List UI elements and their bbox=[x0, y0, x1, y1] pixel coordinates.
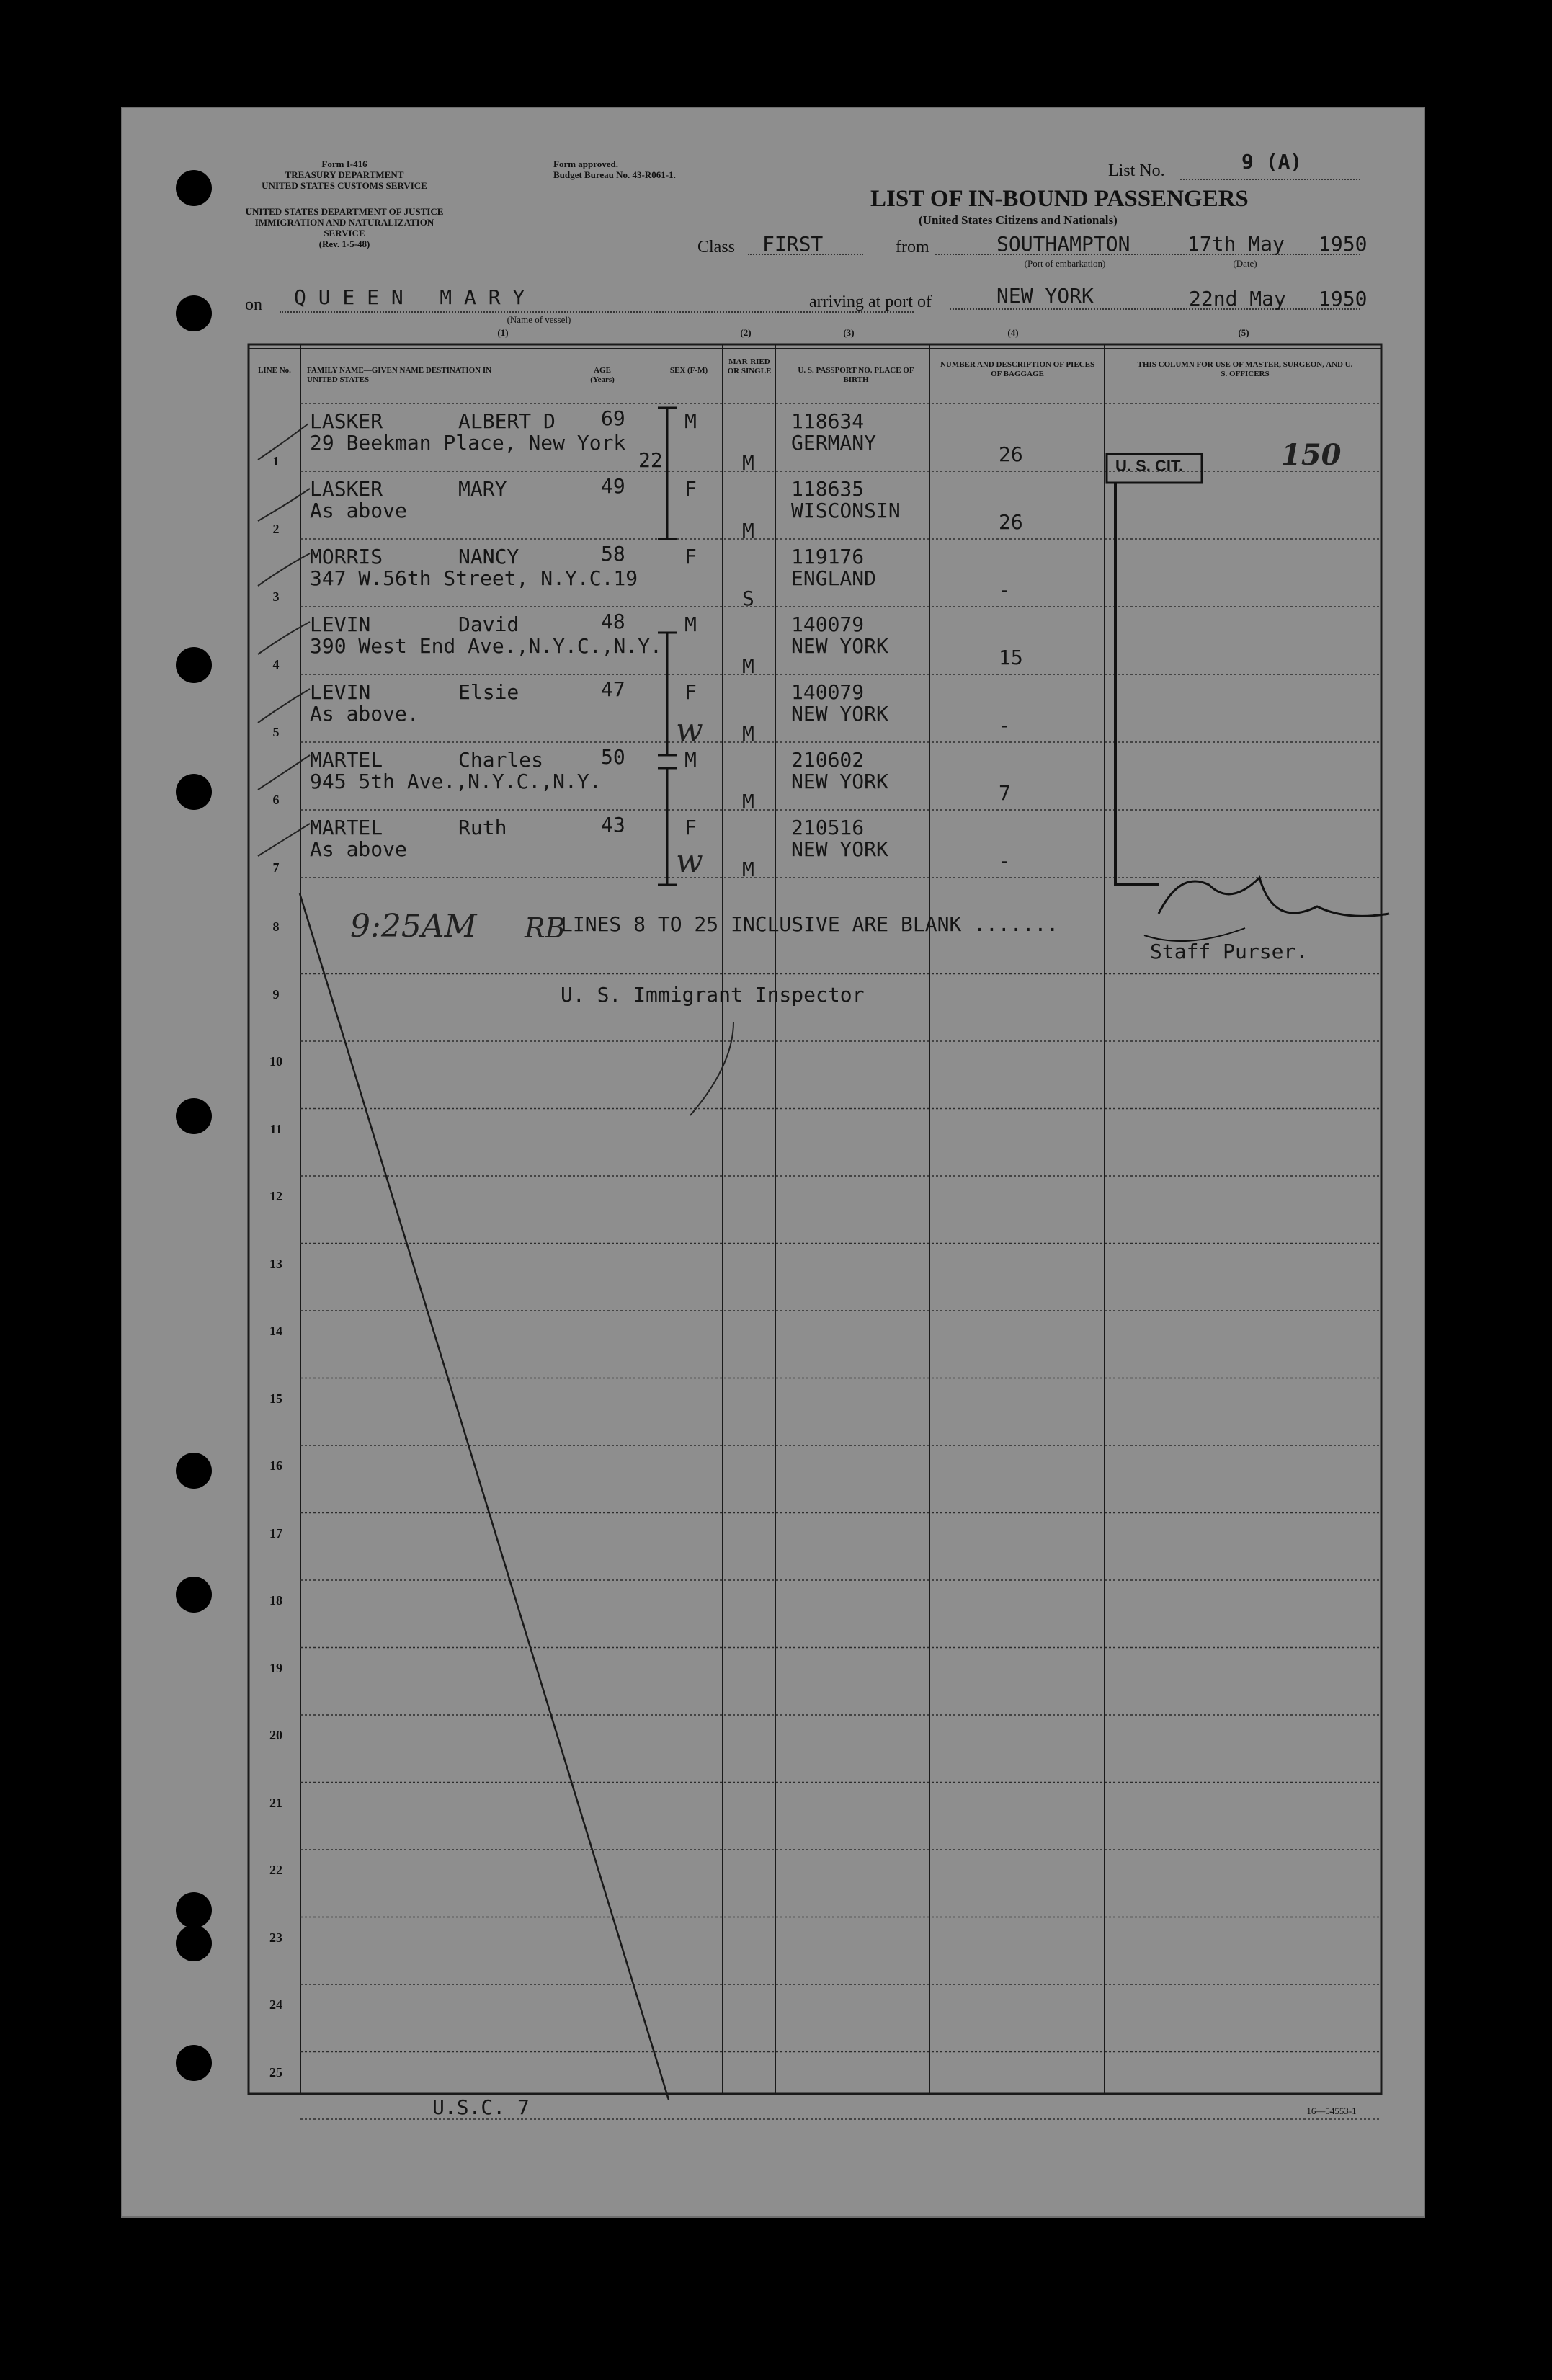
col-num-1: (1) bbox=[497, 327, 509, 338]
inspector-initials: RB bbox=[525, 912, 566, 944]
blank-lines-note: LINES 8 TO 25 INCLUSIVE ARE BLANK ....... bbox=[561, 912, 1059, 936]
age-value: 58 bbox=[601, 542, 625, 566]
place-of-birth: GERMANY bbox=[791, 431, 877, 455]
marital-status: M bbox=[742, 722, 754, 746]
line-number: 24 bbox=[269, 1997, 282, 2012]
line-number: 14 bbox=[269, 1324, 282, 1338]
destination: 29 Beekman Place, New York bbox=[310, 431, 626, 455]
passport-number: 210516 bbox=[791, 816, 865, 839]
age-value: 49 bbox=[601, 474, 625, 498]
arrival-port: NEW YORK bbox=[996, 284, 1094, 308]
line-number: 16 bbox=[269, 1458, 282, 1473]
passport-number: 118634 bbox=[791, 409, 865, 433]
baggage-count: - bbox=[999, 713, 1011, 737]
justice-label: UNITED STATES DEPARTMENT OF JUSTICE bbox=[245, 206, 444, 217]
arriving-label: arriving at port of bbox=[809, 293, 932, 311]
baggage-count: - bbox=[999, 849, 1011, 873]
line-number: 7 bbox=[272, 860, 280, 875]
vessel-caption: (Name of vessel) bbox=[507, 314, 571, 325]
given-name: David bbox=[458, 612, 519, 636]
line-number: 19 bbox=[269, 1660, 282, 1675]
place-of-birth: NEW YORK bbox=[791, 702, 888, 726]
place-of-birth: WISCONSIN bbox=[791, 499, 901, 522]
col-num-2: (2) bbox=[740, 327, 752, 338]
sex-value: F bbox=[684, 816, 697, 839]
sex-value: F bbox=[684, 477, 697, 501]
approval-line: Form approved. bbox=[553, 159, 619, 169]
list-no-value: 9 (A) bbox=[1241, 150, 1303, 174]
from-label: from bbox=[896, 238, 929, 257]
ditto-mark-1: w bbox=[676, 712, 703, 749]
place-of-birth: NEW YORK bbox=[791, 770, 888, 793]
family-name: LEVIN bbox=[310, 680, 371, 704]
treasury-label: TREASURY DEPARTMENT bbox=[285, 169, 404, 180]
line-number: 11 bbox=[269, 1121, 282, 1136]
class-value: FIRST bbox=[762, 232, 824, 256]
customs-label: UNITED STATES CUSTOMS SERVICE bbox=[262, 180, 427, 191]
marital-status: S bbox=[742, 587, 754, 610]
sex-value: F bbox=[684, 545, 697, 569]
baggage-count: 26 bbox=[999, 442, 1023, 466]
family-name: LEVIN bbox=[310, 612, 371, 636]
line-number: 1 bbox=[272, 454, 280, 468]
given-name: MARY bbox=[458, 477, 507, 501]
col-num-4: (4) bbox=[1007, 327, 1019, 338]
line-number: 20 bbox=[269, 1728, 282, 1742]
family-name: LASKER bbox=[310, 409, 383, 433]
line-number: 9 bbox=[272, 986, 280, 1002]
line-number: 4 bbox=[272, 657, 280, 672]
passport-number: 210602 bbox=[791, 748, 865, 772]
form-subtitle: (United States Citizens and Nationals) bbox=[919, 213, 1118, 227]
sex-value: M bbox=[684, 409, 697, 433]
line-number: 23 bbox=[269, 1930, 282, 1945]
age-value: 69 bbox=[601, 406, 625, 430]
sex-value: M bbox=[684, 748, 697, 772]
line-number: 8 bbox=[272, 919, 280, 934]
col-header-sex: SEX (F-M) bbox=[669, 366, 708, 375]
ins-label: IMMIGRATION AND NATURALIZATION SERVICE bbox=[254, 217, 434, 239]
col-header-name: FAMILY NAME—GIVEN NAME DESTINATION IN UNITED STATES bbox=[307, 366, 492, 384]
revision-label: (Rev. 1-5-48) bbox=[318, 239, 370, 249]
given-name: Ruth bbox=[458, 816, 507, 839]
from-value: SOUTHAMPTON bbox=[996, 232, 1130, 256]
baggage-count: 26 bbox=[999, 510, 1023, 534]
line-number: 6 bbox=[272, 793, 280, 807]
footer-print-code: 16—54553-1 bbox=[1306, 2105, 1357, 2116]
col-header-married: MAR-RIED OR SINGLE bbox=[727, 357, 772, 375]
arrival-time: 9:25AM bbox=[350, 908, 477, 945]
count-annotation: 150 bbox=[1281, 438, 1342, 472]
family-name: MARTEL bbox=[310, 748, 383, 772]
place-of-birth: NEW YORK bbox=[791, 634, 888, 658]
line-number: 12 bbox=[269, 1189, 282, 1203]
annotation-marks bbox=[121, 107, 1425, 2218]
given-name: NANCY bbox=[458, 545, 519, 569]
baggage-count: 15 bbox=[999, 646, 1023, 669]
line-number: 5 bbox=[272, 725, 280, 739]
line-number: 13 bbox=[269, 1256, 282, 1271]
form-number: Form I-416 bbox=[321, 159, 367, 169]
col-num-5: (5) bbox=[1238, 327, 1249, 338]
footer-code: U.S.C. 7 bbox=[432, 2095, 530, 2119]
line-number: 17 bbox=[269, 1525, 282, 1541]
marital-status: M bbox=[742, 519, 754, 543]
line-number: 25 bbox=[269, 2064, 282, 2080]
baggage-count: 7 bbox=[999, 781, 1011, 805]
col-header-baggage: NUMBER AND DESCRIPTION OF PIECES OF BAGGAGE bbox=[940, 360, 1095, 378]
destination: As above. bbox=[310, 702, 419, 726]
line-number: 3 bbox=[272, 589, 280, 604]
us-cit-stamp: U. S. CIT. bbox=[1115, 457, 1184, 475]
col-header-age: AGE (Years) bbox=[590, 366, 615, 384]
marital-status: M bbox=[742, 790, 754, 814]
col-header-passport: U. S. PASSPORT NO. PLACE OF BIRTH bbox=[798, 366, 914, 384]
ditto-mark-2: w bbox=[676, 843, 703, 880]
inspector-label: U. S. Immigrant Inspector bbox=[561, 983, 865, 1007]
date-caption: (Date) bbox=[1233, 258, 1257, 269]
on-label: on bbox=[245, 295, 262, 314]
line-number: 15 bbox=[269, 1391, 282, 1406]
col-num-3: (3) bbox=[843, 327, 855, 338]
destination: 390 West End Ave.,N.Y.C.,N.Y. bbox=[310, 634, 662, 658]
line-number: 10 bbox=[269, 1054, 282, 1069]
sex-value: M bbox=[684, 612, 697, 636]
destination: 347 W.56th Street, N.Y.C.19 bbox=[310, 566, 638, 590]
passport-number: 140079 bbox=[791, 680, 865, 704]
baggage-count: - bbox=[999, 578, 1011, 602]
line-number: 2 bbox=[272, 522, 280, 536]
marital-status: M bbox=[742, 654, 754, 678]
list-no-label: List No. bbox=[1108, 161, 1165, 180]
place-of-birth: ENGLAND bbox=[791, 566, 877, 590]
given-name: Charles bbox=[458, 748, 544, 772]
line-number: 22 bbox=[269, 1863, 282, 1877]
departure-year: 1950 bbox=[1319, 232, 1368, 256]
family-name: MARTEL bbox=[310, 816, 383, 839]
family-name: MORRIS bbox=[310, 545, 383, 569]
line-number: 21 bbox=[269, 1795, 282, 1810]
marital-status: M bbox=[742, 857, 754, 881]
staff-purser-label: Staff Purser. bbox=[1150, 940, 1308, 963]
marital-status: M bbox=[742, 451, 754, 475]
place-of-birth: NEW YORK bbox=[791, 837, 888, 861]
age-value: 48 bbox=[601, 610, 625, 633]
destination-extra: 22 bbox=[638, 448, 663, 472]
arrival-date: 22nd May bbox=[1189, 287, 1286, 311]
age-value: 47 bbox=[601, 677, 625, 701]
line-number: 18 bbox=[269, 1593, 282, 1608]
passport-number: 118635 bbox=[791, 477, 865, 501]
family-name: LASKER bbox=[310, 477, 383, 501]
arrival-year: 1950 bbox=[1319, 287, 1368, 311]
destination: As above bbox=[310, 499, 407, 522]
form-title: LIST OF IN-BOUND PASSENGERS bbox=[870, 186, 1249, 212]
vessel-name: Q U E E N M A R Y bbox=[294, 285, 525, 309]
col-header-officers: THIS COLUMN FOR USE OF MASTER, SURGEON, AND U. S. OFFICERS bbox=[1137, 360, 1353, 378]
departure-date: 17th May bbox=[1187, 232, 1285, 256]
age-value: 50 bbox=[601, 745, 625, 769]
given-name: ALBERT D bbox=[458, 409, 556, 433]
destination: 945 5th Ave.,N.Y.C.,N.Y. bbox=[310, 770, 602, 793]
passport-number: 140079 bbox=[791, 612, 865, 636]
destination: As above bbox=[310, 837, 407, 861]
sex-value: F bbox=[684, 680, 697, 704]
manifest-sheet bbox=[121, 107, 1425, 2218]
age-value: 43 bbox=[601, 813, 625, 837]
bureau-line: Budget Bureau No. 43-R061-1. bbox=[553, 169, 676, 180]
class-label: Class bbox=[697, 238, 736, 257]
port-embark-caption: (Port of embarkation) bbox=[1024, 258, 1106, 269]
given-name: Elsie bbox=[458, 680, 519, 704]
col-header-line: LINE No. bbox=[258, 366, 291, 375]
passport-number: 119176 bbox=[791, 545, 865, 569]
